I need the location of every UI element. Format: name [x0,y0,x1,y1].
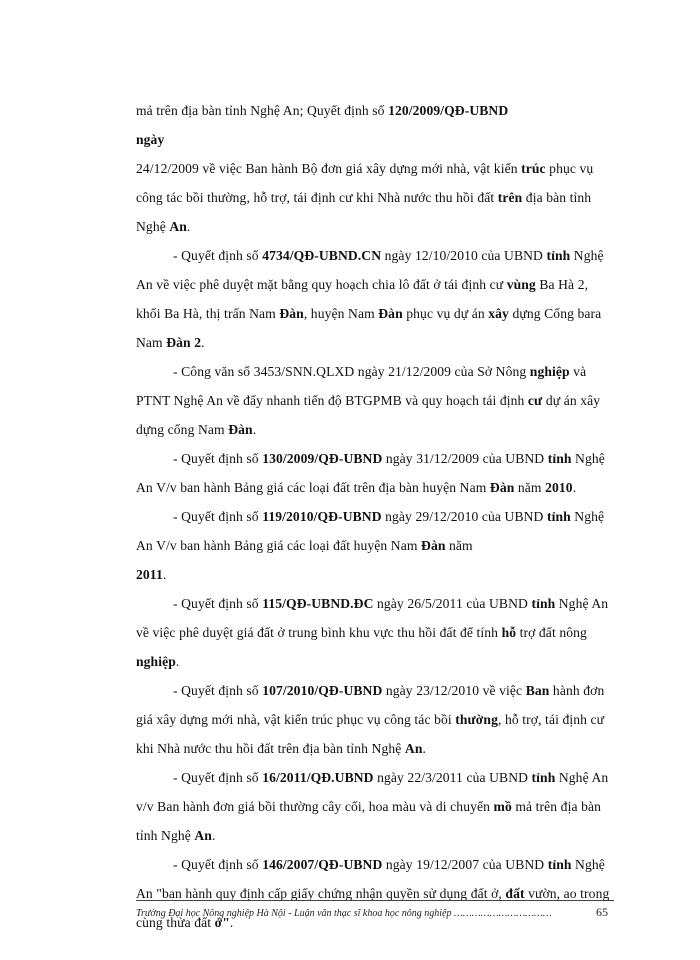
bold-text-fragment: 107/2010/QĐ-UBND [262,683,383,698]
bold-text-fragment: 4734/QĐ-UBND.CN [262,248,382,263]
bold-text-fragment: 115/QĐ-UBND.ĐC [262,596,374,611]
text-fragment: ngày 23/12/2010 về việc [382,683,526,698]
text-fragment: - Quyết định số [173,770,263,785]
bold-text-fragment: tỉnh [547,857,572,872]
bold-text-fragment: Đàn [228,422,253,437]
bold-text-fragment: 2011 [136,567,163,582]
text-fragment: và PTNT Nghệ An về đẩy nhanh tiến độ BTGPMB và quy hoạch tái định [136,364,587,408]
bold-text-fragment: An [194,828,212,843]
text-fragment: Nghệ An V/v ban hành Bảng giá các loại đất huyện Nam [136,509,605,553]
bold-text-fragment: trúc [521,161,546,176]
bold-text-fragment: đất [505,886,525,901]
paragraph [136,241,614,357]
text-fragment: Nghệ An v/v Ban hành đơn giá bồi thường cây cối, hoa màu và di chuyển [136,770,609,814]
text-fragment: dựng Cống bara Nam [136,306,602,350]
paragraph [136,502,614,589]
text-fragment: địa bàn tỉnh Nghệ [136,190,592,234]
text-fragment: . [201,335,205,350]
text-fragment: ngày 29/12/2010 của UBND [381,509,547,524]
text-fragment: - Quyết định số [173,857,263,872]
body-text [136,96,614,937]
bold-text-fragment: Đàn [421,538,446,553]
text-fragment: . [572,480,577,495]
text-fragment: - Quyết định số [173,451,263,466]
bold-text-fragment: 120/2009/QĐ-UBND [388,103,509,118]
bold-text-fragment: 2010 [545,480,573,495]
text-fragment: - Quyết định số [173,683,263,698]
text-fragment: , huyện Nam [303,306,379,321]
text-fragment: hành đơn giá xây dựng mới nhà, vật kiến trúc phục vụ công tác bồi [136,683,605,727]
bold-text-fragment: ngày [136,132,165,147]
bold-text-fragment: trên [497,190,523,205]
bold-text-fragment: tỉnh [546,509,571,524]
bold-text-fragment: nghiệp [136,654,176,669]
bold-text-fragment: mồ [493,799,512,814]
text-fragment: . [186,219,191,234]
text-fragment: Nghệ An về việc phê duyệt giá đất ở trung bình khu vực thu hồi đất để tính [136,596,609,640]
text-fragment: Ba Hà 2, khối Ba Hà, thị trấn Nam [136,277,589,321]
text-fragment: - Quyết định số [173,248,263,263]
text-fragment: . [175,654,180,669]
bold-text-fragment: An [169,219,187,234]
text-fragment: - Quyết định số [173,509,263,524]
text-fragment: ngày 22/3/2011 của UBND [373,770,532,785]
text-fragment: năm [445,538,473,553]
bold-text-fragment: Đàn [378,306,403,321]
bold-text-fragment: 146/2007/QĐ-UBND [262,857,383,872]
bold-text-fragment: Đàn 2 [166,335,202,350]
text-fragment: . [211,828,216,843]
text-fragment: ngày 31/12/2009 của UBND [382,451,548,466]
text-fragment: Nghệ An V/v ban hành Bảng giá các loại đất trên địa bàn huyện Nam [136,451,605,495]
text-fragment: Nghệ An "ban hành quy định cấp giấy chứng nhận quyền sử dụng đất ở, [136,857,605,901]
bold-text-fragment: nghiệp [529,364,570,379]
bold-text-fragment: 119/2010/QĐ-UBND [262,509,382,524]
footer-text: Trường Đại học Nông nghiệp Hà Nội - Luận văn thạc sĩ khoa học nông nghiệp …………………………… [136,908,552,919]
text-fragment: vườn, ao trong cùng thửa đất [136,886,610,930]
bold-text-fragment: tỉnh [531,596,556,611]
text-fragment: ngày 19/12/2007 của UBND [382,857,548,872]
page-number: 65 [596,905,608,919]
bold-text-fragment: 16/2011/QĐ.UBND [262,770,374,785]
text-fragment: mả trên địa bàn tỉnh Nghệ [136,799,602,843]
bold-text-fragment: An [404,741,423,756]
text-fragment: Nghệ An về việc phê duyệt mặt bằng quy hoạch chia lô đất ở tái định cư [136,248,604,292]
paragraph [136,444,614,502]
text-fragment: . [229,915,234,930]
text-fragment: . [422,741,426,756]
bold-text-fragment: hỗ [501,625,517,640]
text-fragment: năm [514,480,546,495]
bold-text-fragment: Đàn [489,480,515,495]
text-fragment: - Quyết định số [173,596,263,611]
paragraph [136,357,614,444]
bold-text-fragment: tỉnh [531,770,556,785]
text-fragment: - Công văn số 3453/SNN.QLXD ngày 21/12/2009 của Sở Nông [173,364,530,379]
page-footer [136,900,614,920]
text-fragment: , hỗ trợ, tái định cư khi Nhà nước thu hồi đất trên địa bàn tỉnh Nghệ [136,712,605,756]
text-fragment: . [252,422,257,437]
paragraph [136,96,614,241]
text-fragment: ngày 26/5/2011 của UBND [373,596,532,611]
bold-text-fragment: tỉnh [546,248,571,263]
text-fragment: trợ đất nông [516,625,587,640]
bold-text-fragment: tỉnh [547,451,572,466]
text-fragment: phục vụ công tác bồi thường, hỗ trợ, tái định cư khi Nhà nước thu hồi đất [136,161,594,205]
bold-text-fragment: cư [527,393,543,408]
bold-text-fragment: thường [455,712,498,727]
bold-text-fragment: 130/2009/QĐ-UBND [262,451,383,466]
text-fragment: 24/12/2009 về việc Ban hành Bộ đơn giá xây dựng mới nhà, vật kiến [136,161,522,176]
paragraph [136,763,614,850]
text-fragment: ngày 12/10/2010 của UBND [381,248,547,263]
text-fragment: dự án xây dựng cống Nam [136,393,601,437]
bold-text-fragment: xây [488,306,509,321]
bold-text-fragment: ở" [214,915,230,930]
bold-text-fragment: vùng [506,277,536,292]
bold-text-fragment: Ban [525,683,550,698]
bold-text-fragment: Đàn [279,306,304,321]
paragraph [136,589,614,676]
text-fragment: . [162,567,167,582]
paragraph [136,676,614,763]
text-fragment: mả trên địa bàn tỉnh Nghệ An; Quyết định số [136,103,389,118]
text-fragment: phục vụ dự án [402,306,489,321]
paragraph [136,850,614,937]
